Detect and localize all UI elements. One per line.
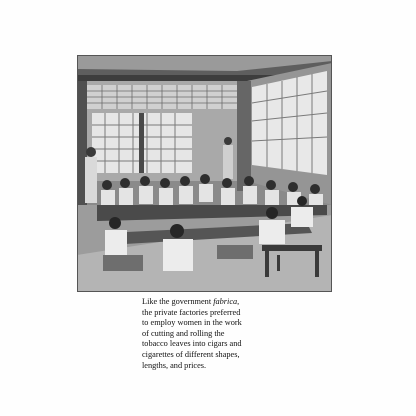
factory-photograph — [77, 55, 332, 292]
caption-part-2: , the private factories preferred to employ women in the work of cutting and rolling the tobacco leaves into cigars and cigarettes of different shapes, lengths, and prices. — [142, 297, 242, 370]
caption-text — [142, 297, 276, 371]
photo-caption — [142, 297, 276, 371]
caption-part-1: Like the government — [142, 297, 214, 306]
caption-italic-term: fabrica — [213, 297, 238, 306]
